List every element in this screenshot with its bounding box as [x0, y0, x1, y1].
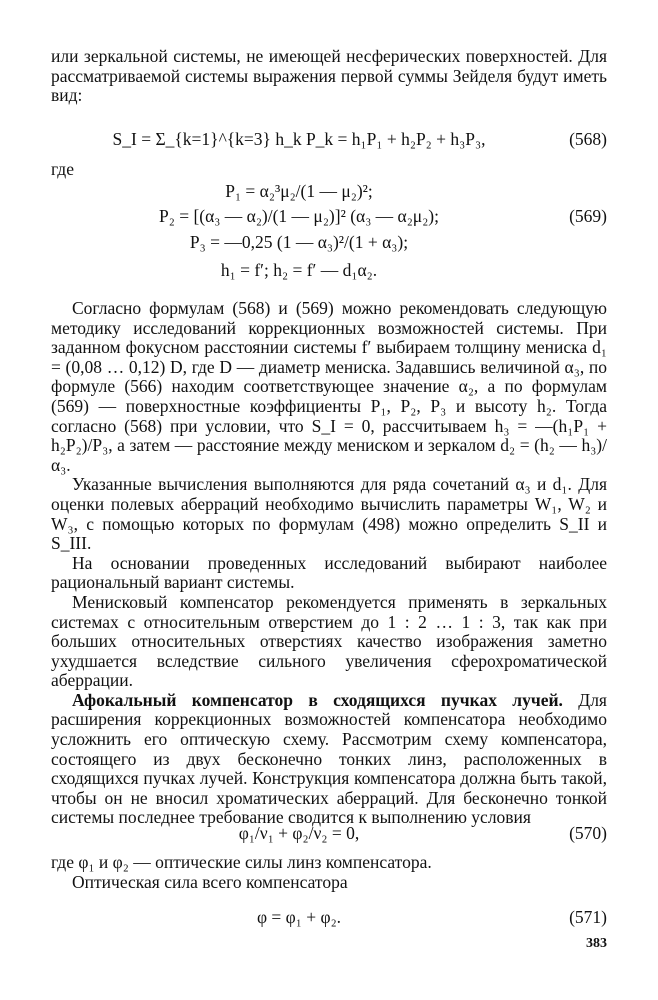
- paragraph-method: Согласно формулам (568) и (569) можно рекомендовать следующую методику исследований коррекционных возможностей системы. При заданном фокусном расстоянии системы f′ выбираем толщину мениска d₁ = (0,08 … 0,12) D, где D — диаметр мениска. Задавшись величиной α₃, по формуле (566) находим соответствующее значение α₂, а по формулам (569) — поверхностные коэффициенты P₁, P₂, P₃ и высоту h₂. Тогда согласно (568) при условии, что S_I = 0, рассчитываем h₃ = —(h₁P₁ + h₂P₂)/P₃, а затем — расстояние между мениском и зеркалом d₂ = (h₂ — h₃)/α₃.: [51, 298, 607, 475]
- paragraph-intro: или зеркальной системы, не имеющей несферических поверхностей. Для рассматриваемой системы выражения первой суммы Зейделя будут иметь вид:: [51, 46, 607, 106]
- equation-571-number: (571): [569, 907, 607, 927]
- equation-569-p2: [51, 205, 607, 229]
- paragraph-rational-variant: На основании проведенных исследований выбирают наиболее рациональный вариант системы.: [51, 552, 607, 593]
- equation-570-formula: φ₁/ν₁ + φ₂/ν₂ = 0,: [238, 823, 360, 843]
- equation-569-p2-formula: P₂ = [(α₃ — α₂)/(1 — μ₂)]² (α₃ — α₂μ₂);: [159, 206, 439, 226]
- label-where: где: [51, 159, 74, 179]
- equation-569-p3: [51, 231, 607, 255]
- page-number: 383: [586, 936, 607, 951]
- paragraph-meniscus-usage: Менисковый компенсатор рекомендуется применять в зеркальных системах с относительным отверстием до 1 : 2 … 1 : 3, так как при больших относительных отверстиях качество изображения заметно ухудшается вследствие сильного увеличения сферохроматической аберрации.: [51, 591, 607, 691]
- body-text: [51, 299, 607, 828]
- section-heading: Афокальный компенсатор в сходящихся пучках лучей.: [72, 689, 563, 710]
- body-text-lower: [51, 853, 607, 892]
- equation-569-p1-formula: P₁ = α₂³μ₂/(1 — μ₂)²;: [225, 181, 373, 201]
- paragraph-afocal-compensator: [51, 691, 607, 828]
- equation-569-p3-formula: P₃ = —0,25 (1 — α₃)²/(1 + α₃);: [189, 232, 409, 252]
- equation-570: [51, 822, 607, 846]
- equation-568-formula: S_I = Σ_{k=1}^{k=3} h_k P_k = h₁P₁ + h₂P₂ + h₃P₃,: [112, 129, 486, 149]
- equation-570-number: (570): [569, 823, 607, 843]
- paragraph-total-power: Оптическая сила всего компенсатора: [72, 871, 348, 892]
- equation-571: [51, 906, 607, 930]
- equation-569-h: [51, 259, 607, 283]
- section-body: Для расширения коррекционных возможностей компенсатора необходимо усложнить его оптическую схему. Рассмотрим схему компенсатора, состоящего из двух бесконечно тонких линз, расположенных в сходящихся пучках лучей. Конструкция компенсатора должна быть такой, чтобы он не вносил хроматических аберраций. Для бесконечно тонкой системы последнее требование сводится к выполнению условия: [51, 689, 607, 828]
- equation-571-formula: φ = φ₁ + φ₂.: [256, 907, 342, 927]
- equation-569-number: (569): [569, 206, 607, 226]
- equation-569-p1: [51, 180, 607, 204]
- equation-568-number: (568): [569, 129, 607, 149]
- equation-568: [51, 128, 607, 152]
- equation-569-h-formula: h₁ = f′; h₂ = f′ — d₁α₂.: [220, 260, 378, 280]
- paragraph-calculations: Указанные вычисления выполняются для ряда сочетаний α₃ и d₁. Для оценки полевых аберраций необходимо вычислить параметры W₁, W₂ и W₃, с помощью которых по формулам (498) можно определить S_II и S_III.: [51, 474, 607, 554]
- paragraph-optical-powers: где φ₁ и φ₂ — оптические силы линз компенсатора.: [51, 852, 432, 872]
